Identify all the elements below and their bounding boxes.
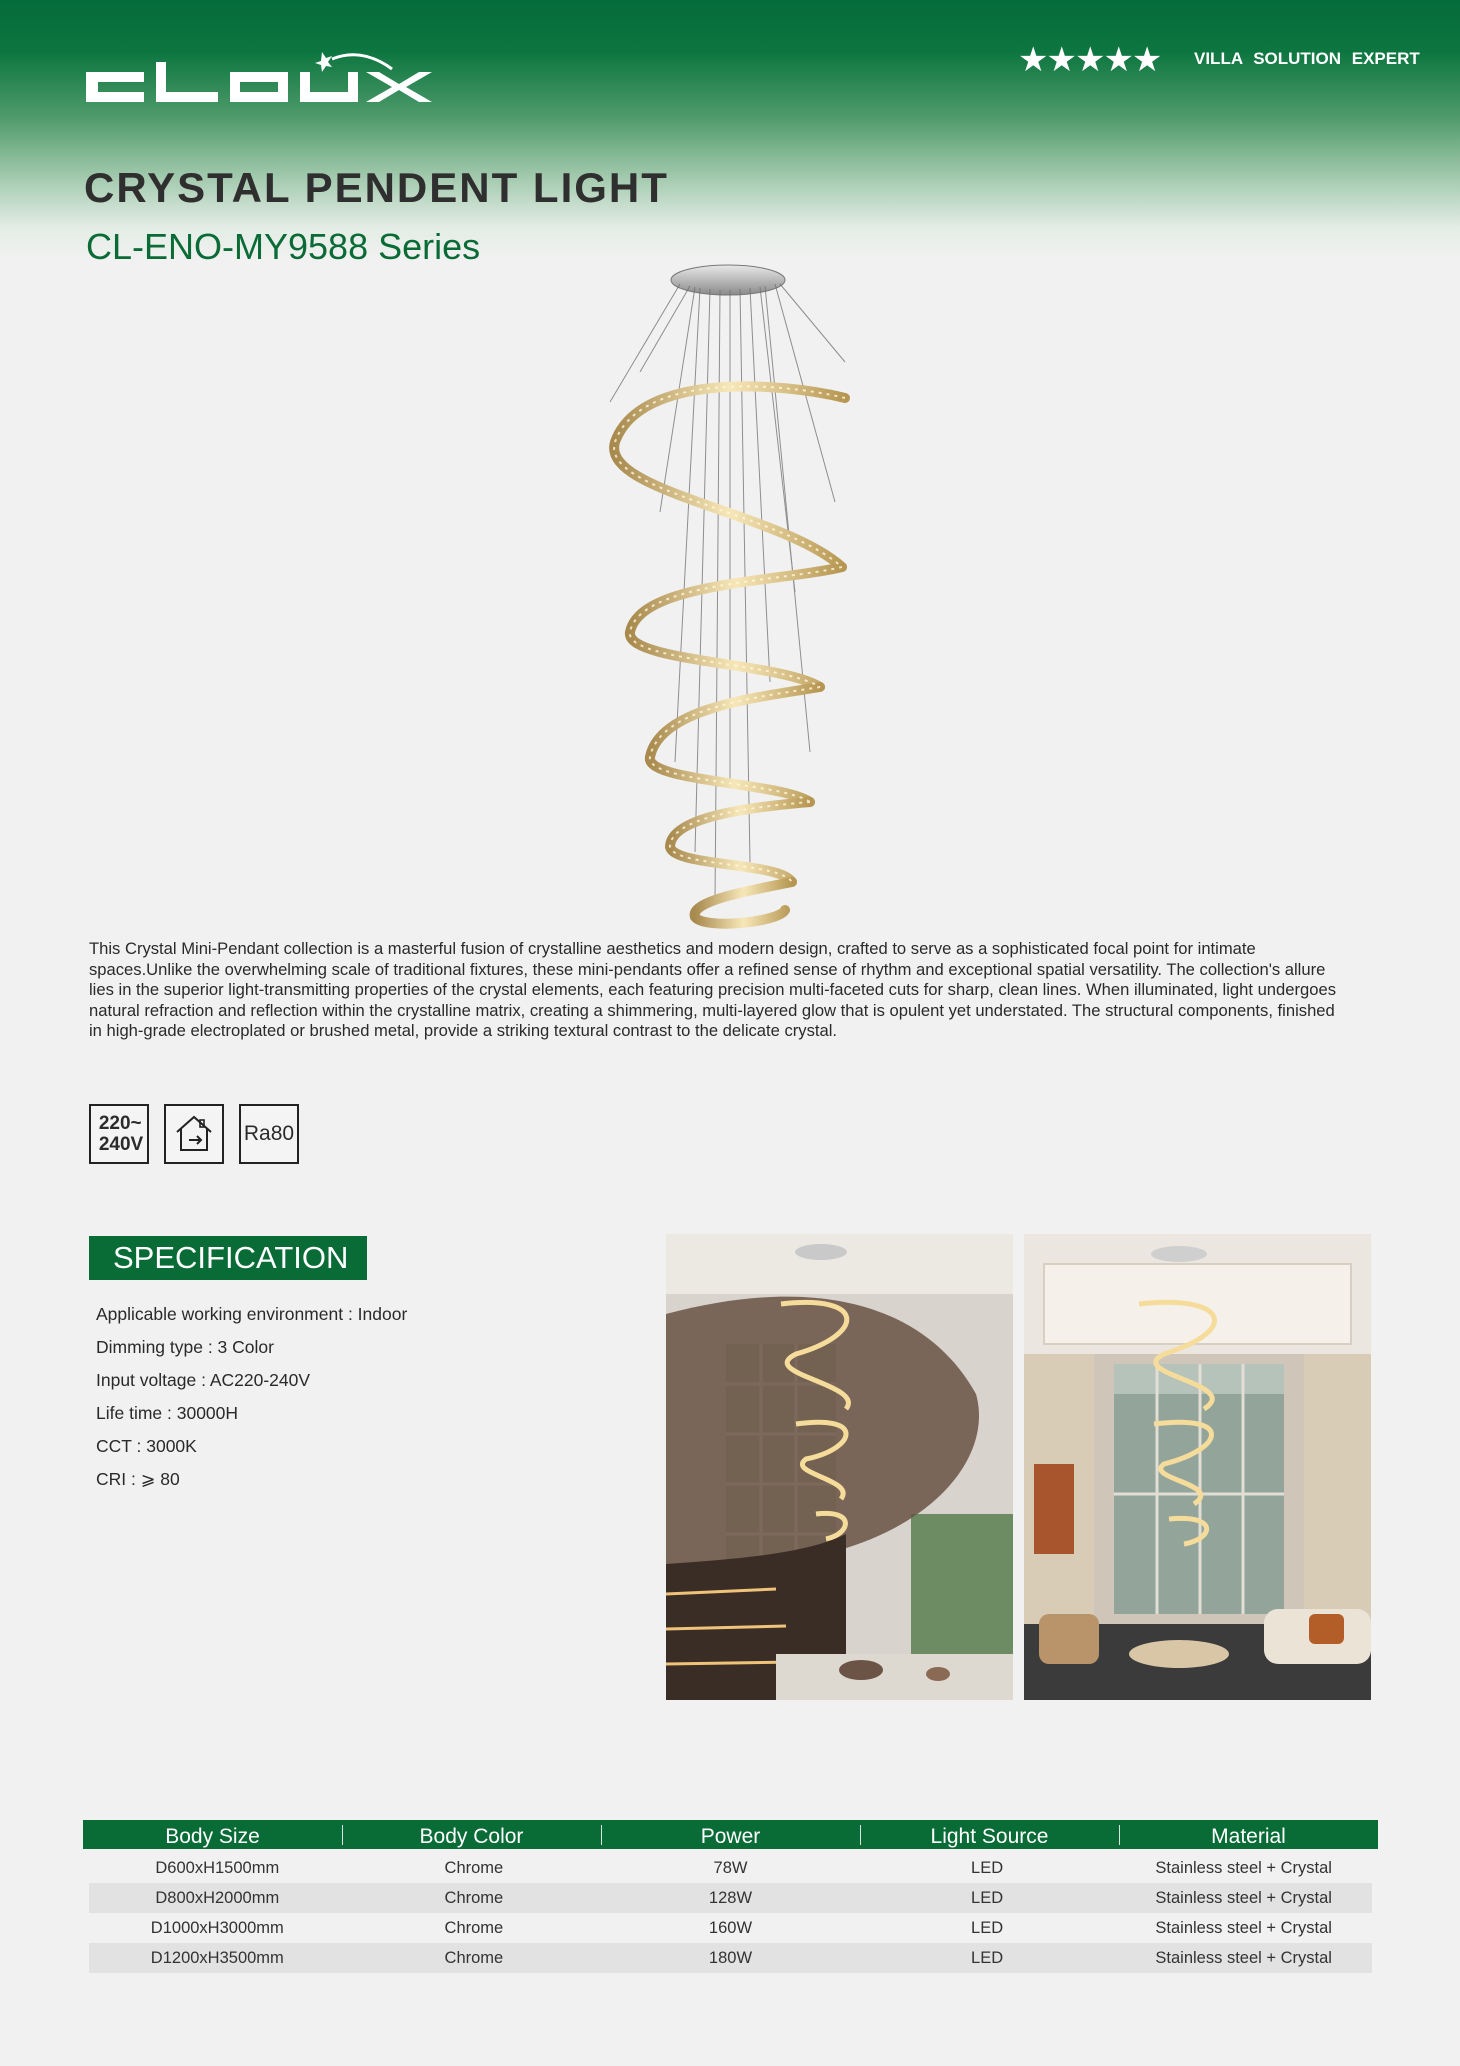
spec-item-dimming: Dimming type : 3 Color [96,1337,274,1357]
product-series: CL-ENO-MY9588 Series [86,226,481,267]
table-cell: 180W [708,1949,753,1967]
spec-item-environment: Applicable working environment : Indoor [96,1304,408,1324]
indoor-badge [164,1104,224,1164]
cloux-logo [84,42,436,112]
table-header-body-size: Body Size [165,1825,260,1848]
cri-badge: Ra80 [239,1104,299,1164]
table-cell: 128W [708,1889,753,1907]
voltage-badge [89,1104,149,1164]
voltage-badge-line2: 240V [98,1134,144,1155]
spec-item-cri: CRI : ⩾ 80 [96,1469,180,1489]
staircase-interior-photo [666,1234,1013,1700]
product-description: This Crystal Mini-Pendant collection is a masterful fusion of crystalline aesthetics and modern design, crafted to serve as a sophisticated focal point for intimate spaces.Unlike the overwhelming scale of traditional fixtures, these mini-pendants offer a refined sense of rhythm and exceptional spatial versatility. The collection's allure lies in the superior light-transmitting properties of the crystal elements, each featuring precision multi-faceted cuts for sharp, clean lines. When illuminated, light undergoes natural refraction and reflection within the crystalline matrix, creating a shimmering, multi-layered glow that is opulent yet understated. The structural components, finished in high-grade electroplated or brushed metal, provide a striking textural contrast to the delicate crystal. [89,939,1336,1041]
table-cell: Chrome [444,1949,504,1967]
table-cell: D1200xH3500mm [150,1949,284,1967]
table-cell: D600xH1500mm [155,1859,280,1877]
table-cell: 160W [708,1919,753,1937]
table-cell: LED [971,1889,1004,1907]
table-cell: Chrome [444,1919,504,1937]
table-row [89,1943,1372,1973]
table-row [89,1913,1372,1943]
specification-heading: SPECIFICATION [89,1236,367,1280]
table-header-power: Power [601,1820,860,1849]
specification-list [96,1303,407,1501]
product-title: CRYSTAL PENDENT LIGHT [84,164,669,211]
spec-item-lifetime: Life time : 30000H [96,1403,239,1423]
table-cell: Stainless steel + Crystal [1155,1919,1332,1937]
spec-item-cct: CCT : 3000K [96,1436,197,1456]
table-cell: Chrome [444,1889,504,1907]
header-band [0,0,1460,260]
table-header-material: Material [1119,1820,1378,1849]
table-row [89,1853,1372,1883]
living-room-interior-photo [1024,1234,1371,1700]
table-cell: Stainless steel + Crystal [1155,1949,1332,1967]
table-cell: 78W [713,1859,748,1877]
table-cell: LED [971,1859,1004,1877]
indoor-house-icon [171,1112,217,1156]
table-header-light-source: Light Source [860,1820,1119,1849]
spiral-crystal-pendant-image [580,262,880,932]
five-star-rating: ★★★★★ [1018,40,1161,80]
table-row [89,1883,1372,1913]
table-cell: LED [971,1949,1004,1967]
table-cell: Stainless steel + Crystal [1155,1859,1332,1877]
table-cell: D800xH2000mm [155,1889,280,1907]
spec-item-voltage: Input voltage : AC220-240V [96,1370,311,1390]
table-cell: Stainless steel + Crystal [1155,1889,1332,1907]
table-cell: Chrome [444,1859,504,1877]
spec-table-header [83,1820,1378,1849]
table-header-body-color: Body Color [342,1820,601,1849]
voltage-badge-line1: 220~ [98,1113,142,1134]
table-cell: D1000xH3000mm [150,1919,284,1937]
table-cell: LED [971,1919,1004,1937]
brand-tagline: VILLA SOLUTION EXPERT [1194,49,1420,68]
